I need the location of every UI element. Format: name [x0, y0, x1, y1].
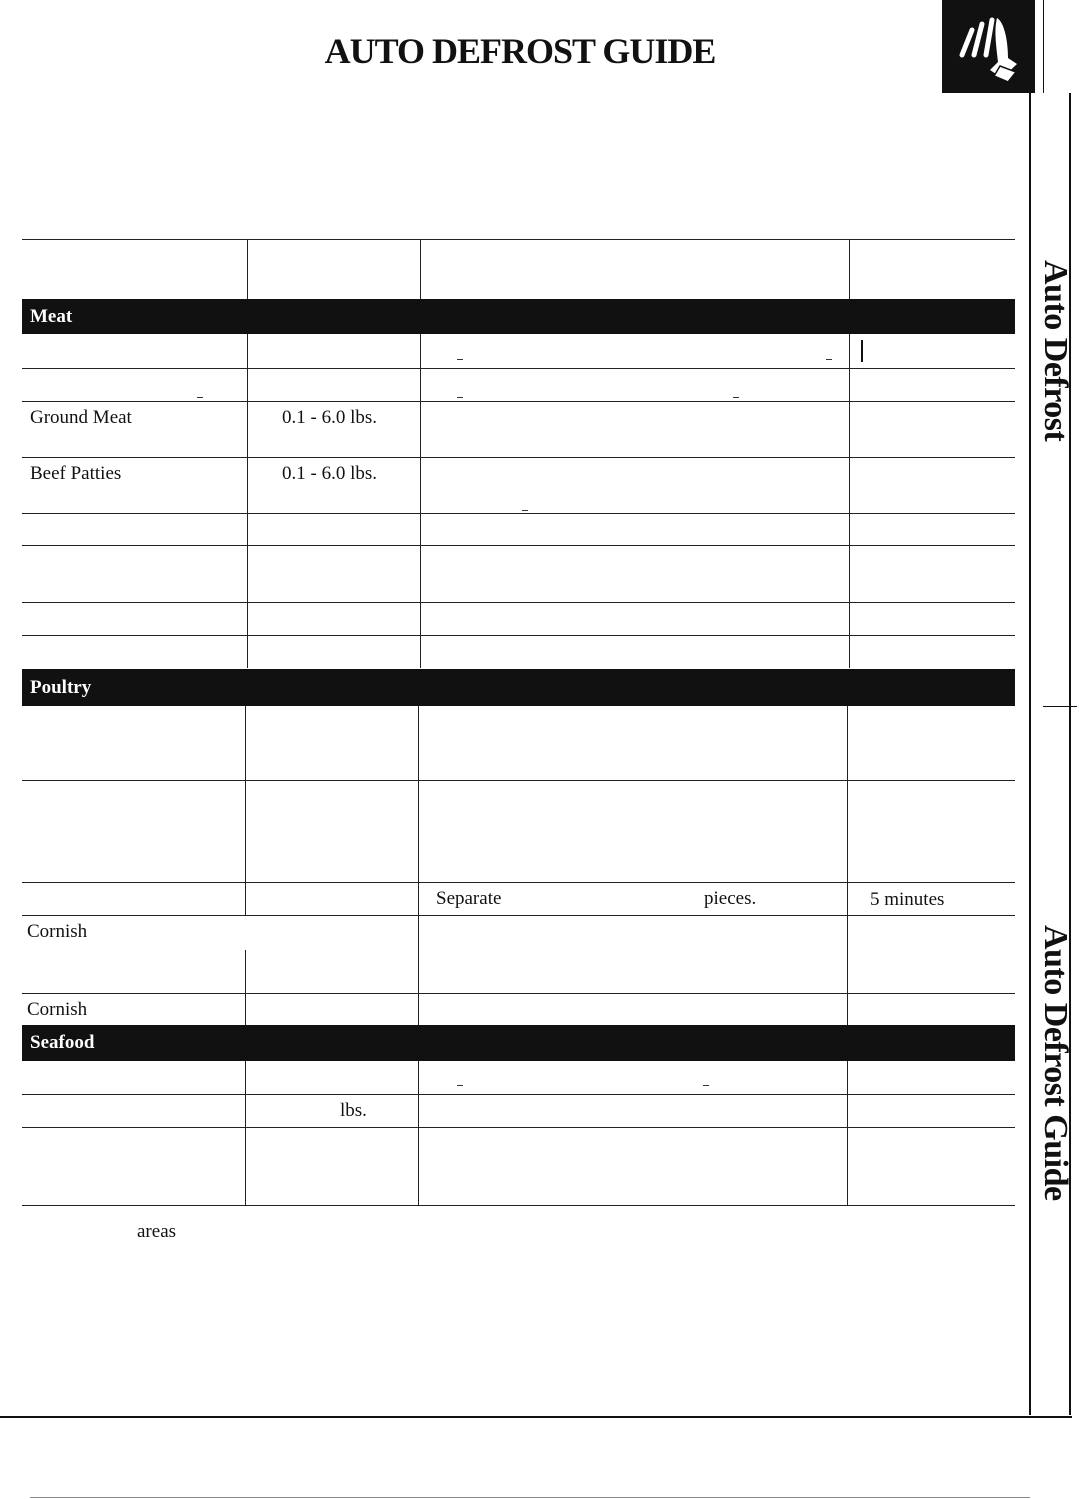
side-tab-auto-defrost-guide: Auto Defrost Guide	[1037, 925, 1074, 1201]
tick-mark	[826, 359, 832, 360]
table-rule	[22, 780, 1015, 781]
tick-mark	[197, 397, 203, 398]
row-food-ground-meat: Ground Meat	[30, 407, 132, 428]
column-divider	[245, 1061, 246, 1205]
column-divider	[849, 334, 850, 668]
section-band-poultry	[22, 669, 1015, 706]
tick-mark	[733, 397, 739, 398]
hand-pressing-button-icon	[942, 0, 1035, 93]
tick-mark	[457, 397, 463, 398]
page-bottom-rule	[0, 1416, 1072, 1418]
table-rule	[22, 993, 1015, 994]
side-tab-rule-top	[1043, 0, 1044, 93]
table-top-rule	[22, 239, 1015, 240]
row-food-beef-patties: Beef Patties	[30, 463, 122, 484]
table-rule	[22, 1094, 1015, 1095]
header-divider	[247, 239, 248, 299]
page-footer-rule	[30, 1497, 1030, 1498]
column-divider	[847, 1061, 848, 1205]
table-rule	[22, 368, 1015, 369]
tick-mark	[457, 1085, 463, 1086]
row-standing-time: 5 minutes	[870, 889, 945, 910]
row-comment-pieces: pieces.	[704, 888, 757, 909]
section-band-seafood	[22, 1025, 1015, 1061]
table-rule	[22, 401, 1015, 402]
side-tab-divider	[1043, 706, 1077, 707]
row-weight-beef-patties: 0.1 - 6.0 lbs.	[282, 463, 377, 484]
row-weight-seafood: lbs.	[340, 1100, 367, 1121]
table-rule	[22, 915, 1015, 916]
column-divider	[245, 950, 246, 1025]
table-rule	[22, 635, 1015, 636]
column-divider	[418, 1061, 419, 1205]
column-divider	[847, 706, 848, 1025]
row-food-cornish: Cornish	[27, 921, 88, 942]
tick-mark	[703, 1085, 709, 1086]
page-title: AUTO DEFROST GUIDE	[324, 31, 716, 71]
table-rule	[22, 602, 1015, 603]
tick-mark	[522, 510, 528, 511]
section-label-poultry: Poultry	[30, 676, 92, 698]
section-band-meat	[22, 299, 1015, 334]
column-divider	[245, 706, 246, 915]
row-comment-separate: Separate	[436, 888, 502, 909]
row-weight-ground-meat: 0.1 - 6.0 lbs.	[282, 407, 377, 428]
section-label-meat: Meat	[30, 305, 73, 327]
row-food-cornish: Cornish	[27, 999, 88, 1020]
table-rule	[22, 545, 1015, 546]
side-tab-rule	[1029, 93, 1031, 1415]
table-rule	[22, 513, 1015, 514]
column-divider	[418, 706, 419, 1025]
table-rule	[22, 882, 1015, 883]
tick-mark	[457, 359, 463, 360]
column-mark	[861, 340, 863, 362]
table-rule	[22, 1127, 1015, 1128]
column-divider	[420, 334, 421, 668]
table-bottom-rule	[22, 1205, 1015, 1206]
side-tab-auto-defrost: Auto Defrost	[1037, 260, 1074, 442]
header-divider	[849, 239, 850, 299]
section-label-seafood: Seafood	[30, 1032, 95, 1053]
table-rule	[22, 457, 1015, 458]
footnote-text: areas	[137, 1221, 177, 1242]
column-divider	[247, 334, 248, 668]
header-divider	[420, 239, 421, 299]
